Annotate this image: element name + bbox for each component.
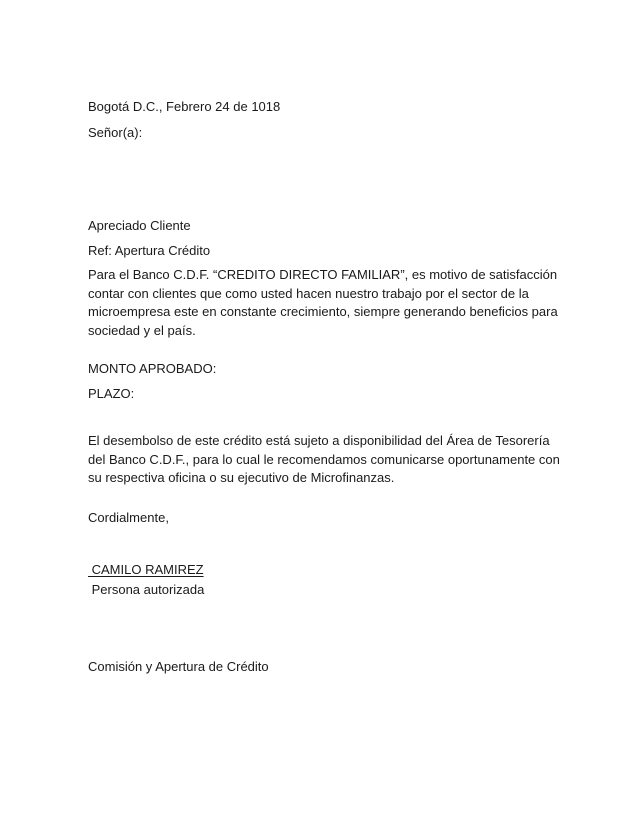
footer-line: Comisión y Apertura de Crédito xyxy=(88,659,269,674)
signatory-role: Persona autorizada xyxy=(88,582,205,597)
amount-label: MONTO APROBADO: xyxy=(88,361,217,376)
intro-line: contar con clientes que como usted hacen nuestro trabajo por el sector de la xyxy=(88,285,529,301)
disbursement-line: El desembolso de este crédito está sujeto a disponibilidad del Área de Tesorería xyxy=(88,433,550,448)
greeting: Apreciado Cliente xyxy=(88,218,191,233)
salutation-top: Señor(a): xyxy=(88,125,143,140)
intro-line: microempresa este en constante crecimiento, siempre generando beneficios para xyxy=(88,304,558,319)
disbursement-line: del Banco C.D.F., para lo cual le recomendamos comunicarse oportunamente con xyxy=(88,451,560,467)
closing: Cordialmente, xyxy=(88,510,169,525)
intro-line: Para el Banco C.D.F. “CREDITO DIRECTO FAMILIAR”, es motivo de satisfacción xyxy=(88,267,558,282)
intro-paragraph xyxy=(88,266,558,340)
disbursement-line: su respectiva oficina o su ejecutivo de Microfinanzas. xyxy=(88,470,395,485)
term-label: PLAZO: xyxy=(88,386,135,401)
date-line: Bogotá D.C., Febrero 24 de 1018 xyxy=(88,99,281,114)
disbursement-paragraph xyxy=(88,432,560,488)
reference-line: Ref: Apertura Crédito xyxy=(88,243,211,258)
signatory-name: CAMILO RAMIREZ xyxy=(88,562,204,577)
intro-line: sociedad y el país. xyxy=(88,322,196,338)
